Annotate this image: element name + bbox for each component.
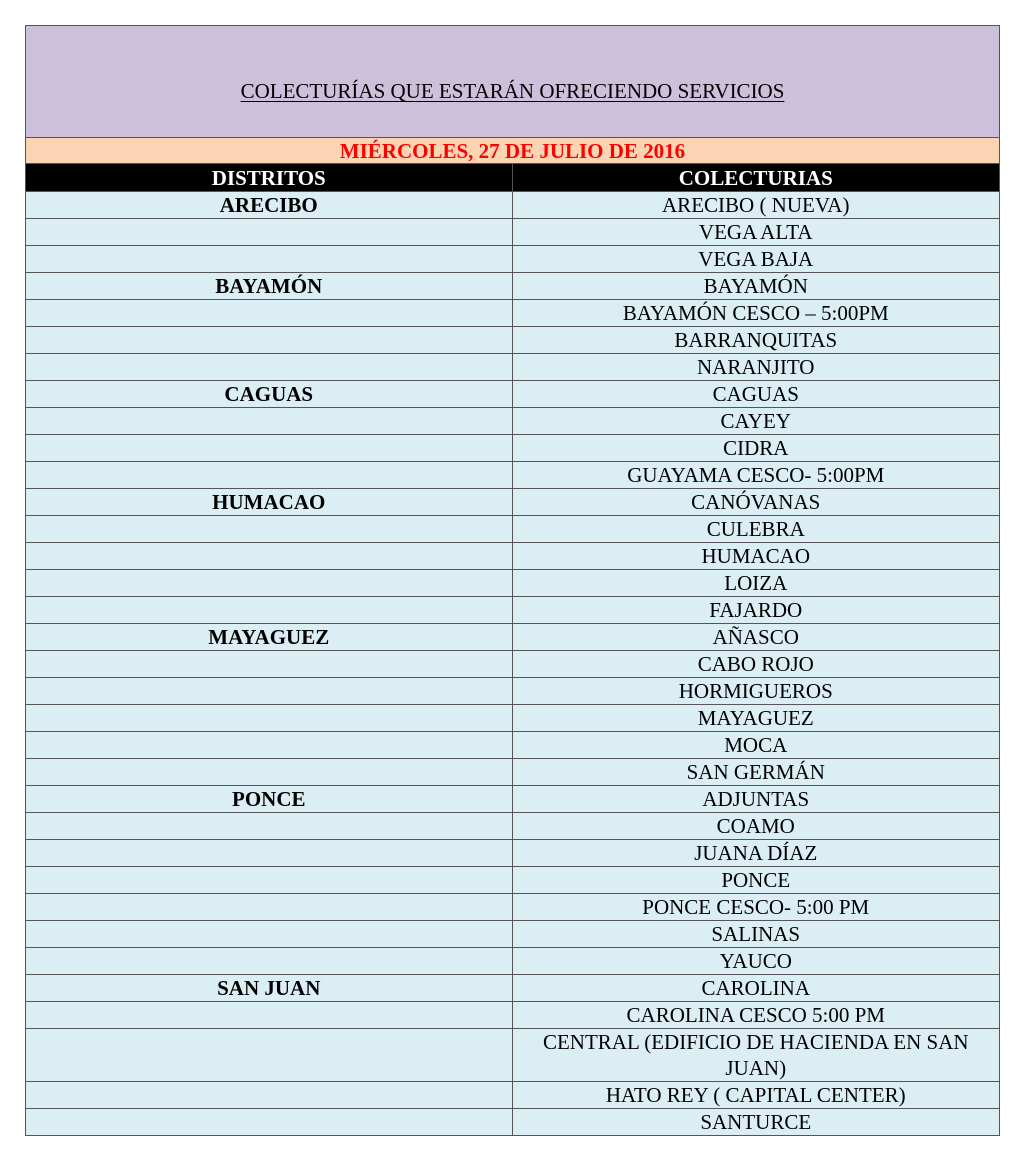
header-colecturias: COLECTURIAS <box>512 164 999 192</box>
table-body <box>26 192 999 1136</box>
table-row <box>26 759 999 786</box>
district-cell: SAN JUAN <box>26 975 512 1002</box>
table-row <box>26 597 999 624</box>
table-row <box>26 462 999 489</box>
table-row <box>26 651 999 678</box>
district-cell: MAYAGUEZ <box>26 624 512 651</box>
district-cell: CAGUAS <box>26 381 512 408</box>
district-cell <box>26 597 512 624</box>
colecturia-cell: FAJARDO <box>512 597 999 624</box>
table-row <box>26 921 999 948</box>
table-row <box>26 354 999 381</box>
table-row <box>26 705 999 732</box>
colecturia-cell: HUMACAO <box>512 543 999 570</box>
colecturia-cell: ADJUNTAS <box>512 786 999 813</box>
table-row <box>26 786 999 813</box>
table-row <box>26 948 999 975</box>
district-cell: PONCE <box>26 786 512 813</box>
colecturia-cell: CAROLINA CESCO 5:00 PM <box>512 1002 999 1029</box>
table-row <box>26 624 999 651</box>
district-cell <box>26 462 512 489</box>
district-cell <box>26 1029 512 1082</box>
table-row <box>26 678 999 705</box>
date-line: MIÉRCOLES, 27 DE JULIO DE 2016 <box>26 138 999 164</box>
district-cell <box>26 408 512 435</box>
colecturia-cell: BAYAMÓN CESCO – 5:00PM <box>512 300 999 327</box>
district-cell: ARECIBO <box>26 192 512 219</box>
district-cell <box>26 219 512 246</box>
district-cell <box>26 894 512 921</box>
district-cell <box>26 867 512 894</box>
header-distritos: DISTRITOS <box>26 164 512 192</box>
colecturia-cell: PONCE CESCO- 5:00 PM <box>512 894 999 921</box>
colecturias-table <box>26 164 999 1135</box>
colecturia-cell: ARECIBO ( NUEVA) <box>512 192 999 219</box>
colecturia-cell: SAN GERMÁN <box>512 759 999 786</box>
district-cell <box>26 300 512 327</box>
document-sheet <box>25 25 1000 1136</box>
table-row <box>26 435 999 462</box>
colecturia-cell: CIDRA <box>512 435 999 462</box>
colecturia-cell: CULEBRA <box>512 516 999 543</box>
table-row <box>26 381 999 408</box>
district-cell <box>26 1109 512 1136</box>
district-cell <box>26 516 512 543</box>
district-cell <box>26 840 512 867</box>
district-cell <box>26 1002 512 1029</box>
district-cell <box>26 327 512 354</box>
district-cell <box>26 705 512 732</box>
district-cell <box>26 246 512 273</box>
table-row <box>26 894 999 921</box>
colecturia-cell: BARRANQUITAS <box>512 327 999 354</box>
table-row <box>26 192 999 219</box>
table-row <box>26 543 999 570</box>
colecturia-cell: SANTURCE <box>512 1109 999 1136</box>
colecturia-cell: YAUCO <box>512 948 999 975</box>
district-cell <box>26 678 512 705</box>
table-row <box>26 408 999 435</box>
table-row <box>26 219 999 246</box>
colecturia-cell: HATO REY ( CAPITAL CENTER) <box>512 1082 999 1109</box>
colecturia-cell: CAGUAS <box>512 381 999 408</box>
table-row <box>26 570 999 597</box>
table-row <box>26 300 999 327</box>
colecturia-cell: BAYAMÓN <box>512 273 999 300</box>
colecturia-cell: NARANJITO <box>512 354 999 381</box>
colecturia-cell: CABO ROJO <box>512 651 999 678</box>
table-row <box>26 840 999 867</box>
colecturia-cell: COAMO <box>512 813 999 840</box>
colecturia-cell: LOIZA <box>512 570 999 597</box>
colecturia-cell: PONCE <box>512 867 999 894</box>
district-cell <box>26 948 512 975</box>
colecturia-cell: MAYAGUEZ <box>512 705 999 732</box>
colecturia-cell: GUAYAMA CESCO- 5:00PM <box>512 462 999 489</box>
table-row <box>26 1082 999 1109</box>
district-cell <box>26 921 512 948</box>
table-row <box>26 1109 999 1136</box>
table-row <box>26 327 999 354</box>
table-row <box>26 516 999 543</box>
district-cell <box>26 435 512 462</box>
district-cell: BAYAMÓN <box>26 273 512 300</box>
district-cell <box>26 651 512 678</box>
table-row <box>26 732 999 759</box>
district-cell <box>26 354 512 381</box>
district-cell: HUMACAO <box>26 489 512 516</box>
colecturia-cell: CAYEY <box>512 408 999 435</box>
colecturia-cell: AÑASCO <box>512 624 999 651</box>
table-row <box>26 813 999 840</box>
colecturia-cell: CAROLINA <box>512 975 999 1002</box>
colecturia-cell: SALINAS <box>512 921 999 948</box>
colecturia-cell: JUANA DÍAZ <box>512 840 999 867</box>
district-cell <box>26 759 512 786</box>
title-band <box>26 26 999 138</box>
table-row <box>26 246 999 273</box>
page-title: COLECTURÍAS QUE ESTARÁN OFRECIENDO SERVICIOS <box>240 79 785 103</box>
colecturia-cell: CANÓVANAS <box>512 489 999 516</box>
table-row <box>26 489 999 516</box>
colecturia-cell: CENTRAL (EDIFICIO DE HACIENDA EN SAN JUAN) <box>512 1029 999 1082</box>
colecturia-cell: VEGA BAJA <box>512 246 999 273</box>
table-row <box>26 975 999 1002</box>
district-cell <box>26 570 512 597</box>
district-cell <box>26 543 512 570</box>
district-cell <box>26 732 512 759</box>
table-row <box>26 1029 999 1082</box>
table-row <box>26 273 999 300</box>
colecturia-cell: VEGA ALTA <box>512 219 999 246</box>
colecturia-cell: MOCA <box>512 732 999 759</box>
table-row <box>26 867 999 894</box>
colecturia-cell: HORMIGUEROS <box>512 678 999 705</box>
table-header-row <box>26 164 999 192</box>
table-row <box>26 1002 999 1029</box>
district-cell <box>26 813 512 840</box>
district-cell <box>26 1082 512 1109</box>
